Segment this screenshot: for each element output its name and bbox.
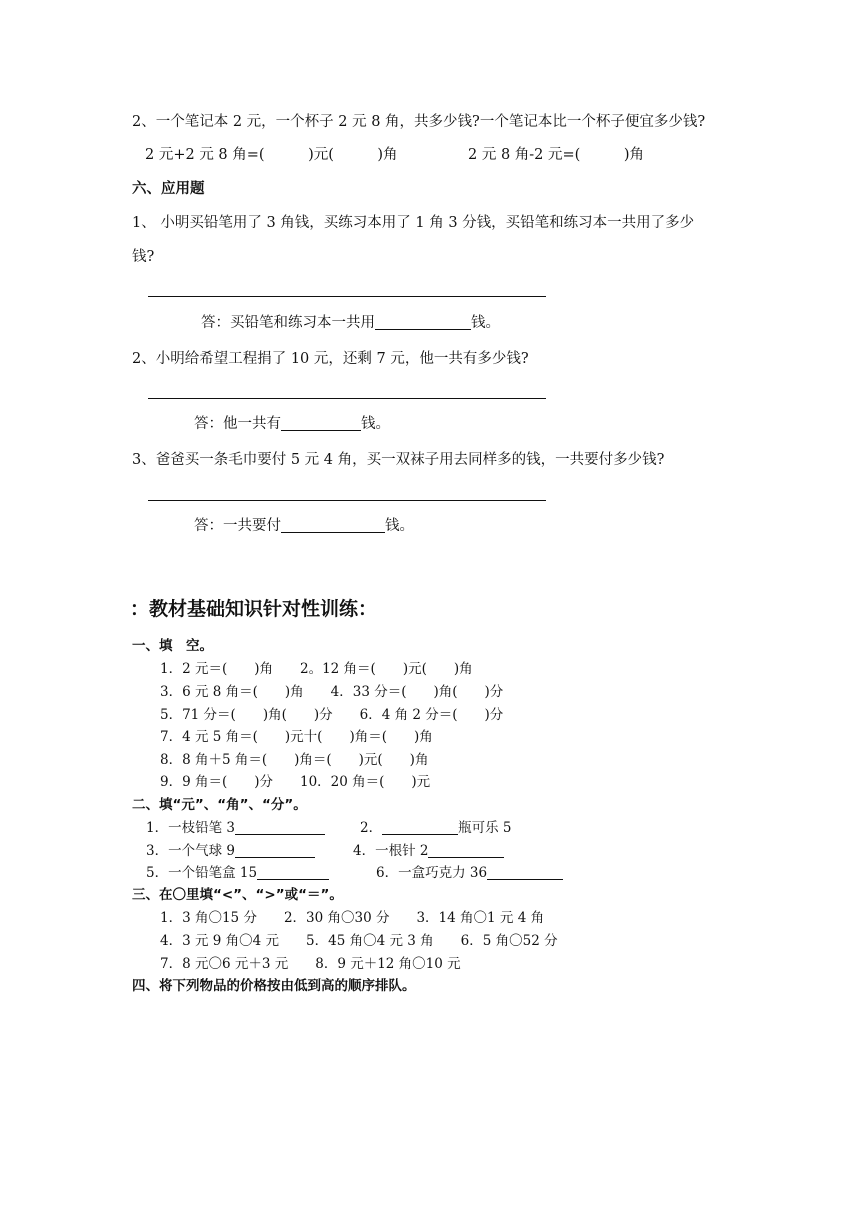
problem-2-question: 2、一个笔记本 2 元，一个杯子 2 元 8 角，共多少钱?一个笔记本比一个杯子便宜多少钱? <box>132 114 706 130</box>
part-2-item-3 <box>146 843 315 860</box>
answer-2-suffix: 钱。 <box>361 416 390 432</box>
applied-question-1-line-2: 钱? <box>132 249 155 265</box>
answer-2-prefix: 答：他一共有 <box>194 416 281 432</box>
part-2-item-1-blank <box>235 820 325 835</box>
part-2-item-4-text: 4．一根针 2 <box>353 843 429 859</box>
part-1-row: 7．4 元 5 角＝( )元十( )角＝( )角 <box>160 729 433 745</box>
part-2-item-4 <box>353 843 504 860</box>
applied-question-1-line-1: 1、 小明买铅笔用了 3 角钱，买练习本用了 1 角 3 分钱，买铅笔和练习本一共用了多少 <box>132 215 695 231</box>
problem-2-equation-1: 2 元+2 元 8 角=( )元( )角 <box>145 147 398 163</box>
answer-2 <box>194 415 390 433</box>
part-2-item-2-blank <box>382 820 458 835</box>
section-6-title: 六、应用题 <box>132 181 205 197</box>
part-2-item-1-text: 1．一枝铅笔 3 <box>146 820 235 836</box>
answer-1-suffix: 钱。 <box>471 315 500 331</box>
part-4-title: 四、将下列物品的价格按由低到高的顺序排队。 <box>132 978 416 994</box>
part-1-title: 一、填 空。 <box>132 638 213 654</box>
part-2-item-6 <box>376 865 563 882</box>
part-1-row: 1．2 元＝( )角 2。12 角＝( )元( )角 <box>160 661 473 677</box>
applied-question-3: 3、爸爸买一条毛巾要付 5 元 4 角，买一双袜子用去同样多的钱，一共要付多少钱? <box>132 452 665 468</box>
part-1-row: 8．8 角＋5 角＝( )角＝( )元( )角 <box>160 752 429 768</box>
part-3-row: 1．3 角〇15 分 2．30 角〇30 分 3．14 角〇1 元 4 角 <box>160 910 545 926</box>
part-2-item-2-suffix: 瓶可乐 5 <box>458 820 512 836</box>
part-2-item-6-text: 6．一盒巧克力 36 <box>376 865 488 881</box>
part-1-row: 9．9 角＝( )分 10．20 角＝( )元 <box>160 774 431 790</box>
answer-3-prefix: 答：一共要付 <box>194 518 281 534</box>
part-2-item-6-blank <box>487 865 563 880</box>
part-3-title: 三、在〇里填“<”、“>”或“＝”。 <box>132 887 343 903</box>
answer-1 <box>201 314 500 332</box>
part-2-title: 二、填“元”、“角”、“分”。 <box>132 797 307 813</box>
part-2-item-5-blank <box>257 865 329 880</box>
part-1-row: 3．6 元 8 角＝( )角 4．33 分＝( )角( )分 <box>160 684 504 700</box>
part-1-row: 5．71 分＝( )角( )分 6．4 角 2 分＝( )分 <box>160 707 504 723</box>
work-line-2 <box>148 398 546 399</box>
part-2-item-3-text: 3．一个气球 9 <box>146 843 235 859</box>
part-2-item-2-text: 2． <box>360 820 383 836</box>
answer-3-suffix: 钱。 <box>385 518 414 534</box>
part-2-item-1 <box>146 820 325 837</box>
training-title: ：教材基础知识针对性训练： <box>130 598 378 620</box>
answer-2-blank <box>281 416 361 431</box>
problem-2-equation-2: 2 元 8 角-2 元=( )角 <box>468 147 644 163</box>
answer-3-blank <box>281 518 385 533</box>
work-line-1 <box>148 296 546 297</box>
work-line-3 <box>148 500 546 501</box>
answer-1-prefix: 答：买铅笔和练习本一共用 <box>201 315 375 331</box>
answer-1-blank <box>375 315 471 330</box>
part-2-item-5-text: 5．一个铅笔盒 15 <box>146 865 258 881</box>
applied-question-2: 2、小明给希望工程捐了 10 元，还剩 7 元，他一共有多少钱? <box>132 351 529 367</box>
part-2-item-2 <box>360 820 511 837</box>
part-3-row: 7．8 元〇6 元＋3 元 8．9 元＋12 角〇10 元 <box>160 956 461 972</box>
part-3-row: 4．3 元 9 角〇4 元 5．45 角〇4 元 3 角 6．5 角〇52 分 <box>160 933 558 949</box>
part-2-item-3-blank <box>235 843 315 858</box>
answer-3 <box>194 517 414 535</box>
part-2-item-5 <box>146 865 329 882</box>
part-2-item-4-blank <box>428 843 504 858</box>
